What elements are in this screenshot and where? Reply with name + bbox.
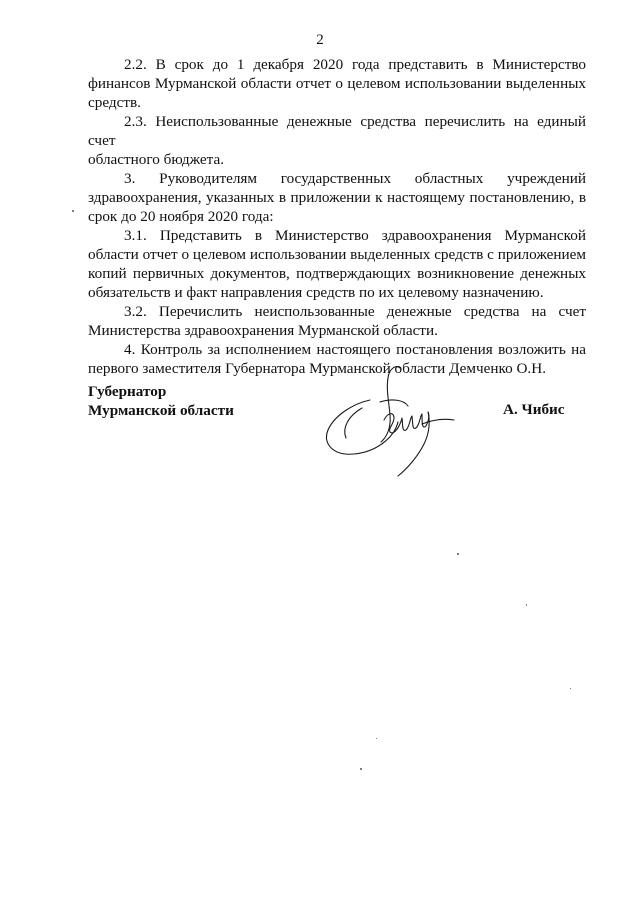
paragraph-3 (88, 169, 586, 226)
scan-speck (457, 553, 459, 555)
text-line: здравоохранения, указанных в приложении к настоящему постановлению, в (88, 189, 586, 206)
scan-speck (360, 768, 362, 770)
document-body (88, 55, 586, 378)
page-number: 2 (316, 32, 324, 48)
text-line: финансов Мурманской области отчет о целевом использовании выделенных (88, 75, 586, 92)
text-line: 4. Контроль за исполнением настоящего постановления возложить на (124, 341, 586, 358)
signatory-title (88, 382, 234, 420)
signatory-title-line1: Губернатор (88, 383, 167, 400)
paragraph-3-1 (88, 226, 586, 302)
text-line: средств. (88, 94, 141, 111)
signatory-name: А. Чибис (503, 401, 565, 418)
text-line: 2.2. В срок до 1 декабря 2020 года представить в Министерство (124, 56, 586, 73)
signatory-title-line2: Мурманской области (88, 402, 234, 419)
text-line: 3. Руководителям государственных областных учреждений (124, 170, 586, 187)
text-line: 3.2. Перечислить неиспользованные денежные средства на счет (124, 303, 586, 320)
handwritten-signature (318, 360, 498, 485)
text-line: первого заместителя Губернатора Мурманской области Демченко О.Н. (88, 360, 546, 377)
scan-speck (376, 738, 377, 739)
text-line: Министерства здравоохранения Мурманской области. (88, 322, 438, 339)
scan-speck (72, 210, 74, 212)
text-line: срок до 20 ноября 2020 года: (88, 208, 274, 225)
scan-speck (526, 604, 527, 606)
text-line: обязательств и факт направления средств по их целевому назначению. (88, 284, 544, 301)
text-line: области отчет о целевом использовании выделенных средств с приложением (88, 246, 586, 263)
paragraph-2-3 (88, 112, 586, 169)
paragraph-3-2 (88, 302, 586, 340)
text-line: копий первичных документов, подтверждающих возникновение денежных (88, 265, 586, 282)
scan-speck (570, 688, 571, 689)
text-line: 3.1. Представить в Министерство здравоохранения Мурманской (124, 227, 586, 244)
text-line: областного бюджета. (88, 151, 225, 168)
text-line: 2.3. Неиспользованные денежные средства перечислить на единый счет (88, 113, 586, 149)
paragraph-2-2 (88, 55, 586, 112)
